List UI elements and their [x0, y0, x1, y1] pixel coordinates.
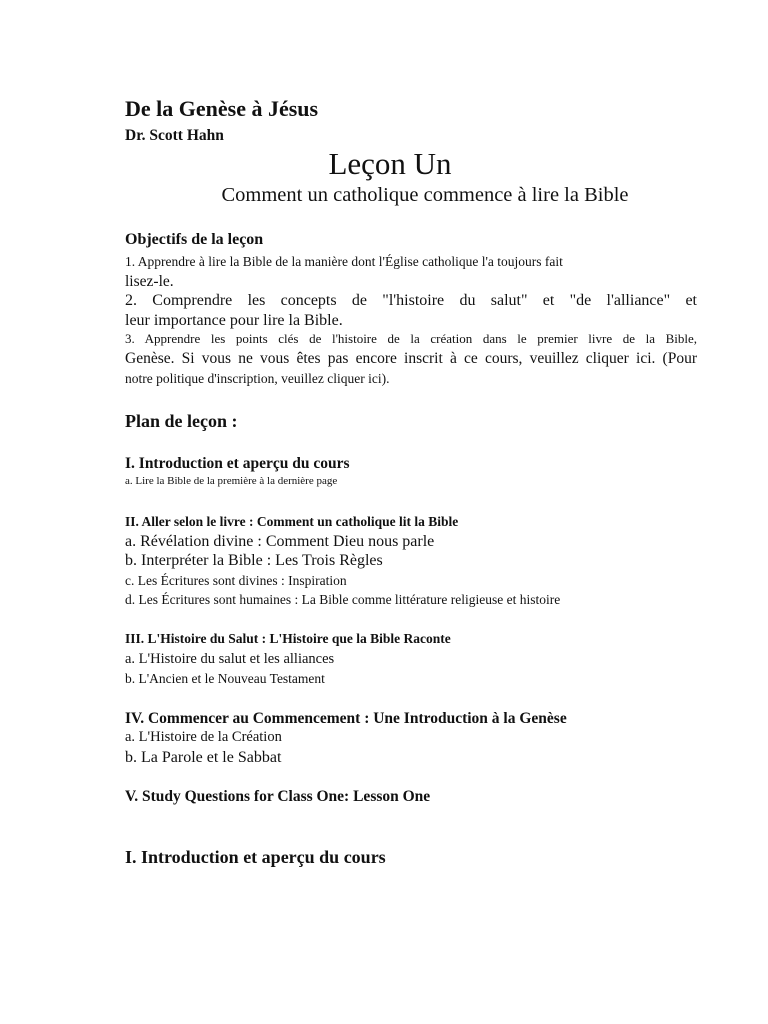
plan-section-5-title: V. Study Questions for Class One: Lesson One [125, 788, 431, 805]
lesson-title: Leçon Un [328, 146, 452, 181]
objective-1-line2: lisez-le. [125, 273, 174, 290]
objectives-heading: Objectifs de la leçon [125, 231, 264, 248]
plan-section-2-item-d: d. Les Écritures sont humaines : La Bible comme littérature religieuse et histoire [125, 592, 561, 607]
body-section-heading: I. Introduction et aperçu du cours [125, 847, 386, 867]
author: Dr. Scott Hahn [125, 127, 224, 144]
plan-section-1-item-a: a. Lire la Bible de la première à la dernière page [125, 475, 338, 487]
plan-section-3-item-a: a. L'Histoire du salut et les alliances [125, 651, 335, 667]
plan-section-2-item-b: b. Interpréter la Bible : Les Trois Règles [125, 552, 383, 569]
plan-section-1-title: I. Introduction et aperçu du cours [125, 455, 350, 472]
objective-1-line1: 1. Apprendre à lire la Bible de la manière dont l'Église catholique l'a toujours fait [125, 254, 563, 269]
objective-3-line2: Genèse. Si vous ne vous êtes pas encore inscrit à ce cours, veuillez cliquer ici. (Pour [125, 350, 697, 367]
plan-section-4-item-b: b. La Parole et le Sabbat [125, 749, 282, 766]
plan-section-2-item-a: a. Révélation divine : Comment Dieu nous parle [125, 533, 435, 550]
plan-section-4-item-a: a. L'Histoire de la Création [125, 729, 282, 745]
plan-section-3-title: III. L'Histoire du Salut : L'Histoire que la Bible Raconte [125, 631, 451, 646]
objective-2-line2: leur importance pour lire la Bible. [125, 312, 343, 329]
plan-section-3-item-b: b. L'Ancien et le Nouveau Testament [125, 671, 325, 686]
objective-3-line1: 3. Apprendre les points clés de l'histoire de la création dans le premier livre de la Bible, [125, 331, 697, 346]
plan-section-4-title: IV. Commencer au Commencement : Une Introduction à la Genèse [125, 710, 567, 727]
objective-2-line1: 2. Comprendre les concepts de "l'histoire du salut" et "de l'alliance" et [125, 292, 697, 309]
plan-section-2-item-c: c. Les Écritures sont divines : Inspiration [125, 573, 347, 588]
lesson-subtitle: Comment un catholique commence à lire la Bible [221, 184, 629, 206]
course-title: De la Genèse à Jésus [125, 96, 319, 121]
plan-heading: Plan de leçon : [125, 411, 238, 431]
objective-3-line3: notre politique d'inscription, veuillez cliquer ici). [125, 371, 390, 386]
plan-section-2-title: II. Aller selon le livre : Comment un catholique lit la Bible [125, 514, 459, 529]
